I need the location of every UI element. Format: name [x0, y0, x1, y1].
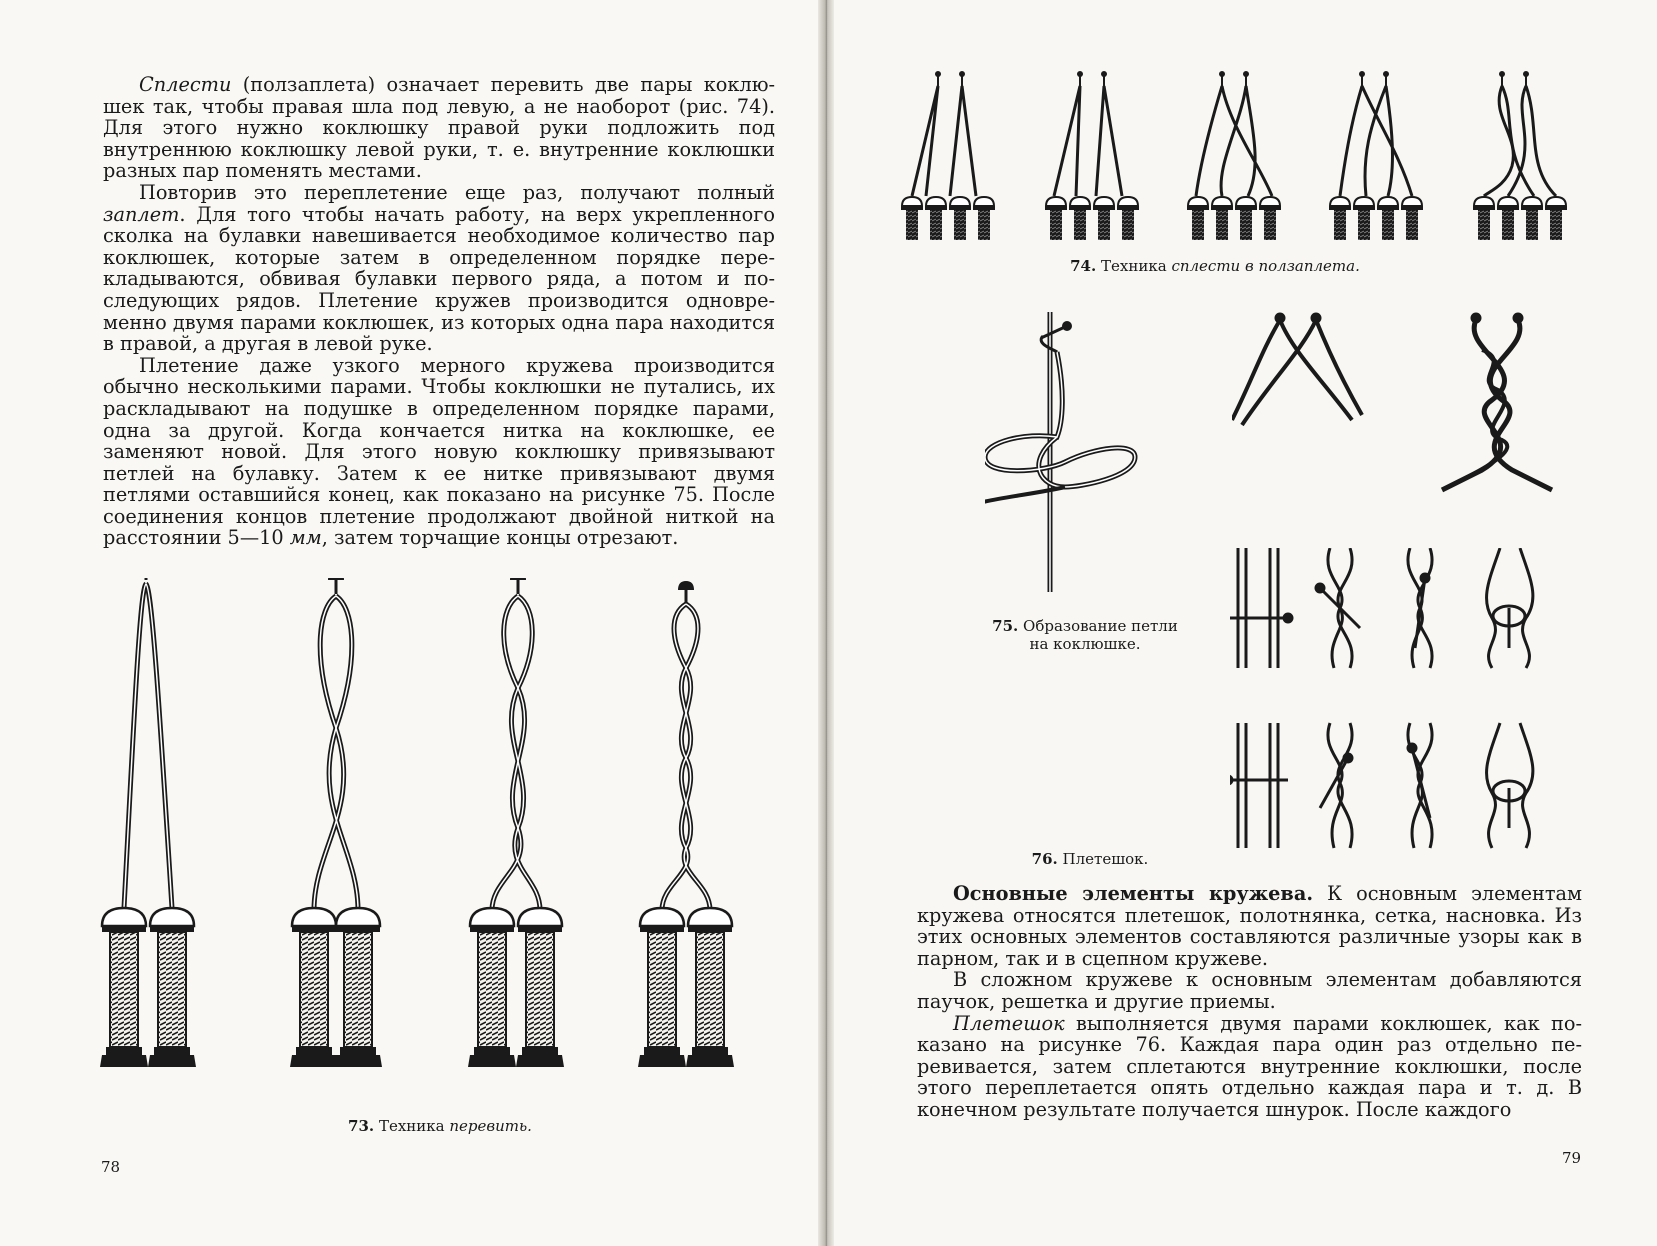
caption-italic: перевить.: [449, 1117, 532, 1135]
twisted-cords-illustration: [1232, 310, 1562, 500]
group-1: [901, 71, 995, 240]
paragraph: [103, 182, 775, 355]
plait-step-row2-cross: [1408, 723, 1432, 848]
paragraph: [917, 1013, 1582, 1121]
text-run: В сложном кружеве к основным элементам добавляются паучок, решетка и другие приемы.: [917, 968, 1582, 1013]
figure-75-caption: [960, 617, 1210, 653]
right-body-text: [917, 883, 1582, 1121]
plait-step-row2-straight: [1230, 723, 1288, 848]
group-5: [1473, 71, 1567, 240]
figure-74-illustration: [900, 66, 1580, 246]
caption-line-2: на коклюшке.: [1029, 635, 1141, 653]
figure-76-illustration: [1230, 548, 1560, 858]
text-run: , затем торчащие концы отрезают.: [321, 526, 679, 550]
caption-line-1: Образование петли: [1018, 617, 1178, 635]
figure-75-illustration: [985, 312, 1140, 597]
group-2: [1045, 71, 1139, 240]
plait-step-row2-loop: [1487, 723, 1533, 848]
plait-step-row1-twist: [1316, 548, 1360, 668]
bobbin-pair-straight: [100, 578, 196, 1067]
figure-76-caption: [1010, 850, 1170, 868]
group-3: [1187, 71, 1281, 240]
page-number-right: 79: [1562, 1149, 1582, 1167]
text-run: К основным элементам кружева относятся плетешок, полотнянка, сетка, насновка. Из этих основных элементов составляются различные узоры как в парном, так и в сцепном кружеве.: [917, 882, 1582, 970]
text-run: мм: [289, 526, 322, 550]
figure-73-caption: [200, 1117, 680, 1135]
bobbin-pair-one-twist: [290, 578, 382, 1067]
figure-74-caption: [1015, 257, 1415, 275]
paragraph: [103, 74, 775, 182]
paragraph: [103, 355, 775, 549]
paragraph: [917, 969, 1582, 1012]
page-number-left: 78: [101, 1158, 121, 1176]
plait-step-row2-twist: [1320, 723, 1352, 848]
plait-step-row1-straight: [1230, 548, 1292, 668]
caption-text: Техника: [1101, 257, 1172, 275]
cord-braid: [1442, 313, 1552, 490]
plait-step-row1-cross: [1408, 548, 1432, 668]
book-gutter: [818, 0, 834, 1246]
caption-number: 75.: [992, 617, 1019, 635]
text-run: Плетение даже узкого мерного кружева производится обычно несколькими парами. Чтобы коклюшки не путались, их раскладывают на подушке в определенном порядке парами, одна за другой. Когда кончается нитка на коклюшке, ее заменяют новой. Для этого новую коклюшку привязывают петлей на булавку. Затем к ее нитке привязывают двумя петлями оставшийся конец, как показано на рисунке 75. После соединения концов плетение продолжают двойной ниткой на расстоянии 5—10: [103, 353, 775, 550]
bobbin-pair-three-twists: [638, 581, 734, 1067]
caption-number: 76.: [1031, 850, 1058, 868]
left-body-text: [103, 74, 775, 549]
text-run: (ползаплета) означает перевить две пары коклюшек так, чтобы правая шла под левую, а не наоборот (рис. 74). Для этого нужно коклюшку правой руки подложить под внутреннюю коклюшку левой руки, т. е. внутренние коклюшки разных пар поменять местами.: [103, 73, 775, 183]
caption-italic: сплести в ползаплета.: [1171, 257, 1360, 275]
text-run: Основные элементы кружева.: [953, 882, 1314, 905]
text-run: Плетешок: [953, 1011, 1065, 1035]
text-run: . Для того чтобы начать работу, на верх укрепленного сколка на булавки навешивается необходимое количество пар коклюшек, которые затем в определенном порядке перекладываются, обвивая булавки первого ряда, а потом и последующих рядов. Плетение кружев производится одновременно двумя парами коклюшек, из которых одна пара находится в правой, а другая в левой руке.: [103, 202, 775, 356]
plait-step-row1-loop: [1487, 548, 1533, 668]
group-4: [1329, 71, 1423, 240]
text-run: выполняется двумя парами коклюшек, как показано на рисунке 76. Каждая пара один раз отдельно перевивается, затем сплетаются внутренние коклюшки, после этого переплетается опять отдельно каждая пара и т. д. В конечном результате получается шнурок. После каждого: [917, 1011, 1582, 1121]
bobbin-pair-two-twists: [468, 578, 564, 1067]
text-run: Повторив это переплетение еще раз, получают полный: [139, 180, 775, 204]
text-run: Сплести: [139, 73, 232, 96]
caption-text: Плетешок.: [1057, 850, 1149, 868]
figure-73-illustration: [100, 578, 780, 1098]
cord-crossing: [1232, 313, 1362, 425]
caption-text: Техника: [378, 1117, 450, 1135]
caption-number: 73.: [348, 1117, 375, 1135]
text-run: заплет: [103, 202, 180, 226]
caption-number: 74.: [1070, 257, 1097, 275]
paragraph: [917, 883, 1582, 969]
